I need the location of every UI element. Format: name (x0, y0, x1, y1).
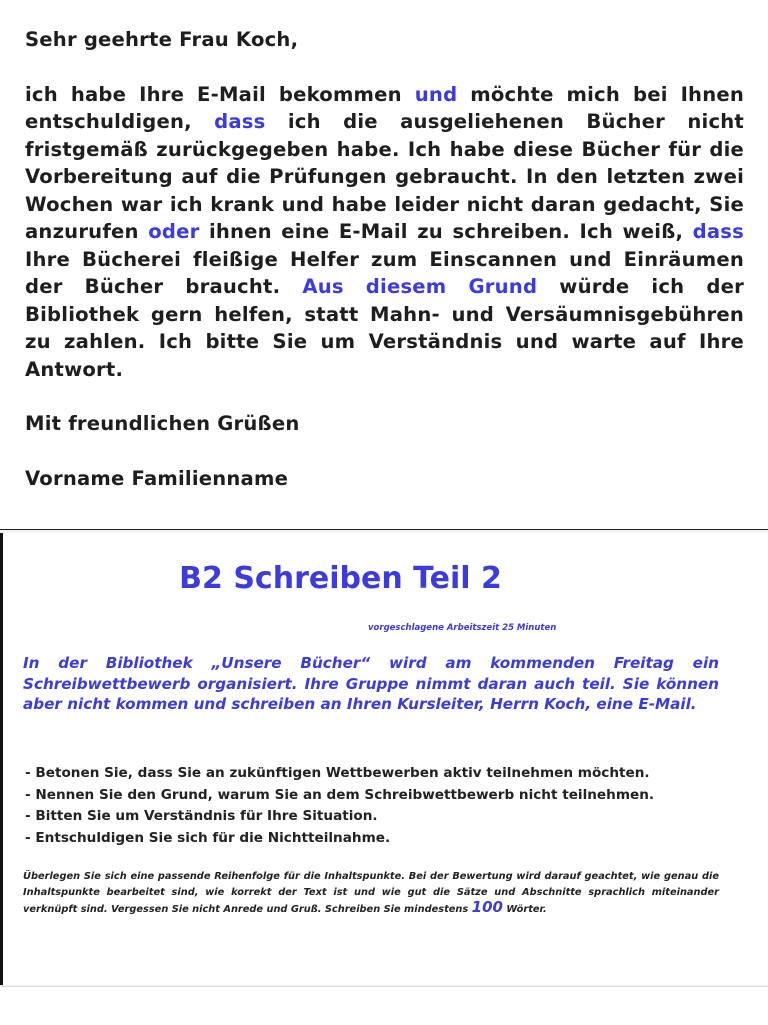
task-title: B2 Schreiben Teil 2 (179, 561, 502, 596)
letter-signature: Vorname Familienname (25, 466, 289, 490)
task-points-list (25, 763, 654, 849)
connector-word: dass (214, 110, 266, 133)
min-word-count: 100 (471, 898, 503, 916)
task-point: - Betonen Sie, dass Sie an zukünftigen Wettbewerben aktiv teilnehmen möchten. (25, 765, 650, 781)
letter-closing: Mit freundlichen Grüßen (25, 412, 300, 435)
connector-word: oder (148, 220, 200, 243)
connector-phrase: Aus diesem Grund (302, 275, 538, 298)
letter-greeting: Sehr geehrte Frau Koch, (25, 28, 299, 51)
task-point: - Entschuldigen Sie sich für die Nichtteilnahme. (25, 829, 391, 846)
letter-body-segment: ihnen eine E-Mail zu schreiben. Ich weiß, (199, 220, 693, 243)
letter-body-segment: Ihre Bücherei fleißige Helfer zum Einscannen und Einräumen der Bücher braucht. (25, 247, 744, 298)
task-intro: In der Bibliothek „Unsere Bücher“ wird am kommenden Freitag ein Schreibwettbewerb organisiert. Ihre Gruppe nimmt daran auch teil. Sie können aber nicht kommen und schreiben an Ihren Kursleiter, Herrn Koch, eine E-Mail. (23, 654, 719, 713)
letter-body (25, 81, 744, 384)
letter-body-segment: ich habe Ihre E-Mail bekommen (25, 82, 415, 106)
task-point: - Nennen Sie den Grund, warum Sie an dem Schreibwettbewerb nicht teilnehmen. (25, 786, 655, 803)
bottom-blank-strip (0, 986, 768, 1025)
letter-body-segment: ich die ausgeliehenen Bücher nicht fristgemäß zurückgegeben habe. Ich habe diese Bücher für die Vorbereitung auf die Prüfungen gebraucht. In den letzten zwei Wochen war ich krank und habe leider nicht daran gedacht, Sie anzurufen (25, 110, 744, 243)
connector-word: dass (692, 220, 744, 243)
instruction-text: Überlegen Sie sich eine passende Reihenfolge für die Inhaltspunkte. Bei der Bewertung wird darauf geachtet, wie genau die Inhaltspunkte bearbeitet sind, wie korrekt der Text ist und wie gut die Sätze und Abschnitte sprachlich miteinander verknüpft sind. Vergessen Sie nicht Anrede und Gruß. Schreiben Sie mindestens (23, 871, 719, 915)
task-point: - Bitten Sie um Verständnis für Ihre Situation. (25, 808, 378, 824)
time-note: vorgeschlagene Arbeitszeit 25 Minuten (368, 623, 557, 633)
letter-body-segment: möchte mich bei Ihnen entschuldigen, (25, 82, 744, 133)
task-instruction (23, 869, 719, 918)
letter-body-segment: würde ich der Bibliothek gern helfen, statt Mahn- und Versäumnisgebühren zu zahlen. Ich bitte Sie um Verständnis und warte auf Ihre Antwort. (25, 275, 744, 381)
task-panel (0, 533, 768, 985)
words-label: Wörter. (506, 904, 547, 915)
connector-word: und (414, 82, 458, 106)
